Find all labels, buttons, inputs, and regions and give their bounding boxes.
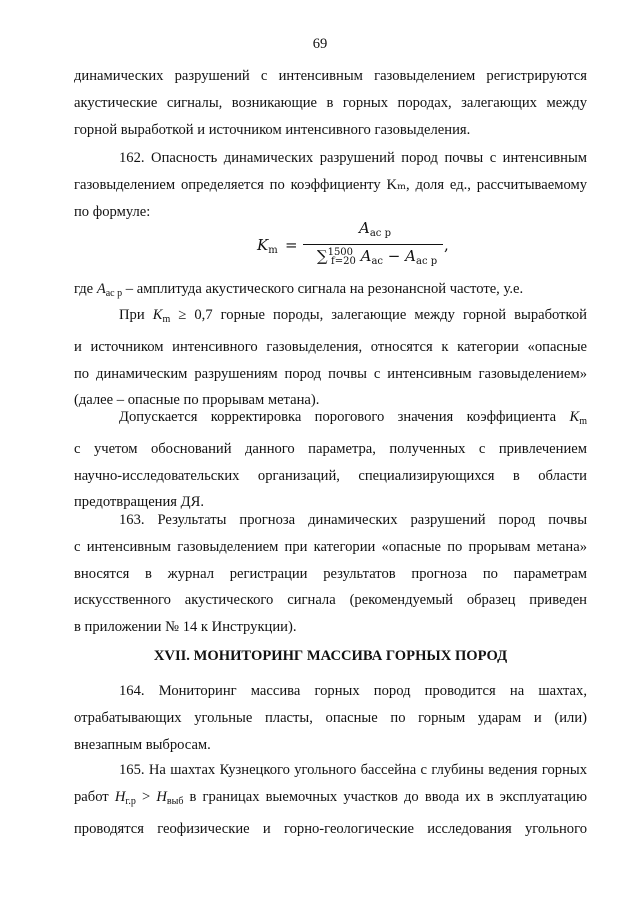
text-line: научно-исследовательских организаций, специализирующихся в области (74, 467, 587, 484)
formula-denominator: ∑$^{1500}_{f=20}$ $A_{ас} - A_{ас р}$ (316, 247, 438, 267)
text-line: динамических разрушений с интенсивным газовыделением регистрируются (74, 68, 587, 84)
text-line: (далее – опасные по прорывам метана). (74, 392, 320, 409)
paragraph-correction (74, 404, 587, 516)
paragraph-continuation (74, 63, 587, 143)
text-line: искусственного акустического сигнала (рекомендуемый образец приведен (74, 592, 587, 609)
text-line: с интенсивным газовыделением при категории «опасные по прорывам метана» (74, 538, 587, 555)
fraction-bar (303, 244, 443, 245)
text-line: 165. На шахтах Кузнецкого угольного бассейна с глубины ведения горных (119, 762, 587, 778)
text-line: 164. Мониторинг массива горных пород проводится на шахтах, (119, 683, 587, 699)
paragraph-165 (74, 757, 587, 842)
text-line: по формуле: (74, 203, 151, 220)
text-line: проводятся геофизические и горно-геологические исследования угольного (74, 820, 587, 837)
formula-numerator: $A_{ас р}$ (359, 219, 391, 239)
paragraph-164 (74, 678, 587, 758)
text-line: акустические сигналы, возникающие в горных породах, залегающих между (74, 94, 587, 111)
formula-km (245, 219, 449, 275)
text-line: Допускается корректировка порогового значения коэффициента $K_m$ (119, 409, 587, 427)
text-line: вносятся в журнал регистрации результатов прогноза по параметрам (74, 565, 587, 582)
text-line: и источником интенсивного газовыделения, относятся к категории «опасные (74, 338, 587, 355)
text-line: по динамическим разрушениям пород почвы с интенсивным газовыделением» (74, 365, 587, 382)
text-line: работ $H_{г.р} > H_{выб}$ в границах выемочных участков до ввода их в эксплуатацию (74, 788, 587, 807)
formula-comma: , (444, 236, 449, 254)
page-number: 69 (312, 36, 328, 52)
formula-equals: = (285, 236, 298, 254)
paragraph-163 (74, 507, 587, 641)
section-heading: XVII. МОНИТОРИНГ МАССИВА ГОРНЫХ ПОРОД (153, 648, 508, 664)
text-line: где $A_{ас р}$ – амплитуда акустического сигнала на резонансной частоте, у.е. (74, 281, 524, 299)
paragraph-162 (74, 145, 587, 225)
text-line: отрабатывающих угольные пласты, опасные по горным ударам и (или) (74, 709, 587, 726)
text-line: газовыделением определяется по коэффициенту Kₘ, доля ед., рассчитываемому (74, 176, 587, 193)
text-line: с учетом обоснований данного параметра, полученных с привлечением (74, 440, 587, 457)
formula-lhs: $K_m$ (257, 236, 278, 256)
text-line: горной выработкой и источником интенсивного газовыделения. (74, 121, 471, 138)
paragraph-threshold (74, 302, 587, 414)
text-line: При $K_m \ge 0,7$ горные породы, залегающие между горной выработкой (119, 307, 587, 325)
text-line: 163. Результаты прогноза динамических разрушений пород почвы (119, 512, 587, 528)
text-line: в приложении № 14 к Инструкции). (74, 619, 297, 636)
text-line: 162. Опасность динамических разрушений пород почвы с интенсивным (119, 150, 587, 166)
text-line: внезапным выбросам. (74, 736, 211, 753)
text-line: предотвращения ДЯ. (74, 494, 204, 511)
